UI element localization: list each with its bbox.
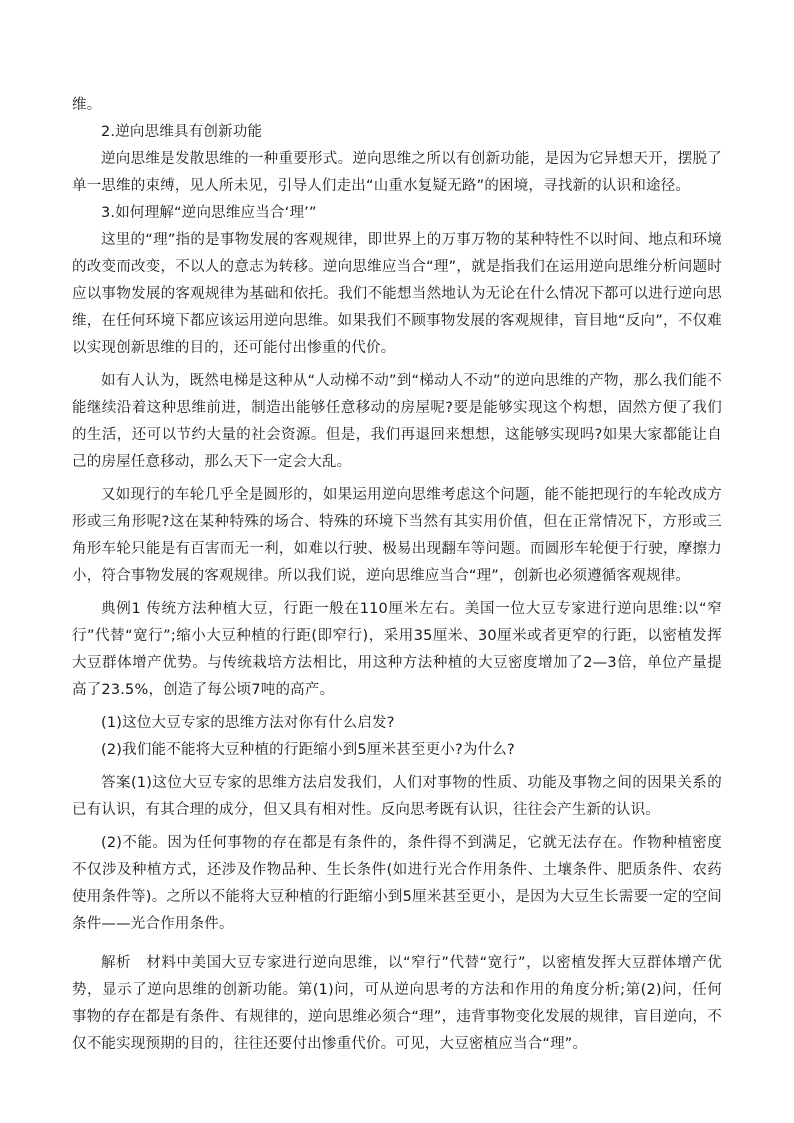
paragraph-reason-definition: 这里的“理”指的是事物发展的客观规律，即世界上的万事万物的某种特性不以时间、地点和环境的改变而改变，不以人的意志为转移。逆向思维应当合“理”，就是指我们在运用逆向思维分析问题时应以事物发展的客观规律为基础和依托。我们不能想当然地认为无论在什么情况下都可以进行逆向思维，在任何环境下都应该运用逆向思维。如果我们不顾事物发展的客观规律，盲目地“反向”，不仅难以实现创新思维的目的，还可能付出惨重的代价。 (72, 232, 722, 356)
answer-1: 答案(1)这位大豆专家的思维方法启发我们，人们对事物的性质、功能及事物之间的因果关系的已有认识，有其合理的成分，但又具有相对性。反向思考既有认识，往往会产生新的认识。 (72, 775, 722, 818)
analysis: 解析 材料中美国大豆专家进行逆向思维，以“窄行”代替“宽行”，以密植发挥大豆群体增产优势，显示了逆向思维的创新功能。第(1)问，可从逆向思考的方法和作用的角度分析;第(2)问，任何事物的存在都是有条件、有规律的，逆向思维必须合“理”，违背事物变化发展的规律，盲目逆向，不仅不能实现预期的目的，往往还要付出惨重代价。可见，大豆密植应当合“理”。 (72, 955, 722, 1052)
question-1: (1)这位大豆专家的思维方法对你有什么启发? (101, 715, 395, 731)
section-heading-reason: 3.如何理解“逆向思维应当合‘理’” (101, 205, 317, 221)
example-problem: 典例1 传统方法种植大豆，行距一般在110厘米左右。美国一位大豆专家进行逆向思维:以“窄行”代替“宽行”;缩小大豆种植的行距(即窄行)，采用35厘米、30厘米或者更窄的行距，以密植发挥大豆群体增产优势。与传统栽培方法相比，用这种方法种植的大豆密度增加了2—3倍，单位产量提高了23.5%，创造了每公顷7吨的高产。 (72, 601, 722, 698)
paragraph-innovation: 逆向思维是发散思维的一种重要形式。逆向思维之所以有创新功能，是因为它异想天开，摆脱了单一思维的束缚，见人所未见，引导人们走出“山重水复疑无路”的困境，寻找新的认识和途径。 (72, 151, 722, 194)
paragraph-continuation: 维。 (72, 97, 102, 113)
paragraph-elevator-example: 如有人认为，既然电梯是这种从“人动梯不动”到“梯动人不动”的逆向思维的产物，那么我们能不能继续沿着这种思维前进，制造出能够任意移动的房屋呢?要是能够实现这个构想，固然方便了我们的生活，还可以节约大量的社会资源。但是，我们再退回来想想，这能够实现吗?如果大家都能让自己的房屋任意移动，那么天下一定会大乱。 (72, 373, 722, 470)
section-heading-innovation: 2.逆向思维具有创新功能 (101, 124, 263, 140)
question-2: (2)我们能不能将大豆种植的行距缩小到5厘米甚至更小?为什么? (101, 742, 515, 758)
paragraph-wheel-example: 又如现行的车轮几乎全是圆形的，如果运用逆向思维考虑这个问题，能不能把现行的车轮改成方形或三角形呢?这在某种特殊的场合、特殊的环境下当然有其实用价值，但在正常情况下，方形或三角形车轮只能是有百害而无一利，如难以行驶、极易出现翻车等问题。而圆形车轮便于行驶，摩擦力小，符合事物发展的客观规律。所以我们说，逆向思维应当合“理”，创新也必须遵循客观规律。 (72, 487, 722, 584)
answer-2: (2)不能。因为任何事物的存在都是有条件的，条件得不到满足，它就无法存在。作物种植密度不仅涉及种植方式，还涉及作物品种、生长条件(如进行光合作用条件、土壤条件、肥质条件、农药使用条件等)。之所以不能将大豆种植的行距缩小到5厘米甚至更小，是因为大豆生长需要一定的空间条件——光合作用条件。 (72, 835, 722, 932)
